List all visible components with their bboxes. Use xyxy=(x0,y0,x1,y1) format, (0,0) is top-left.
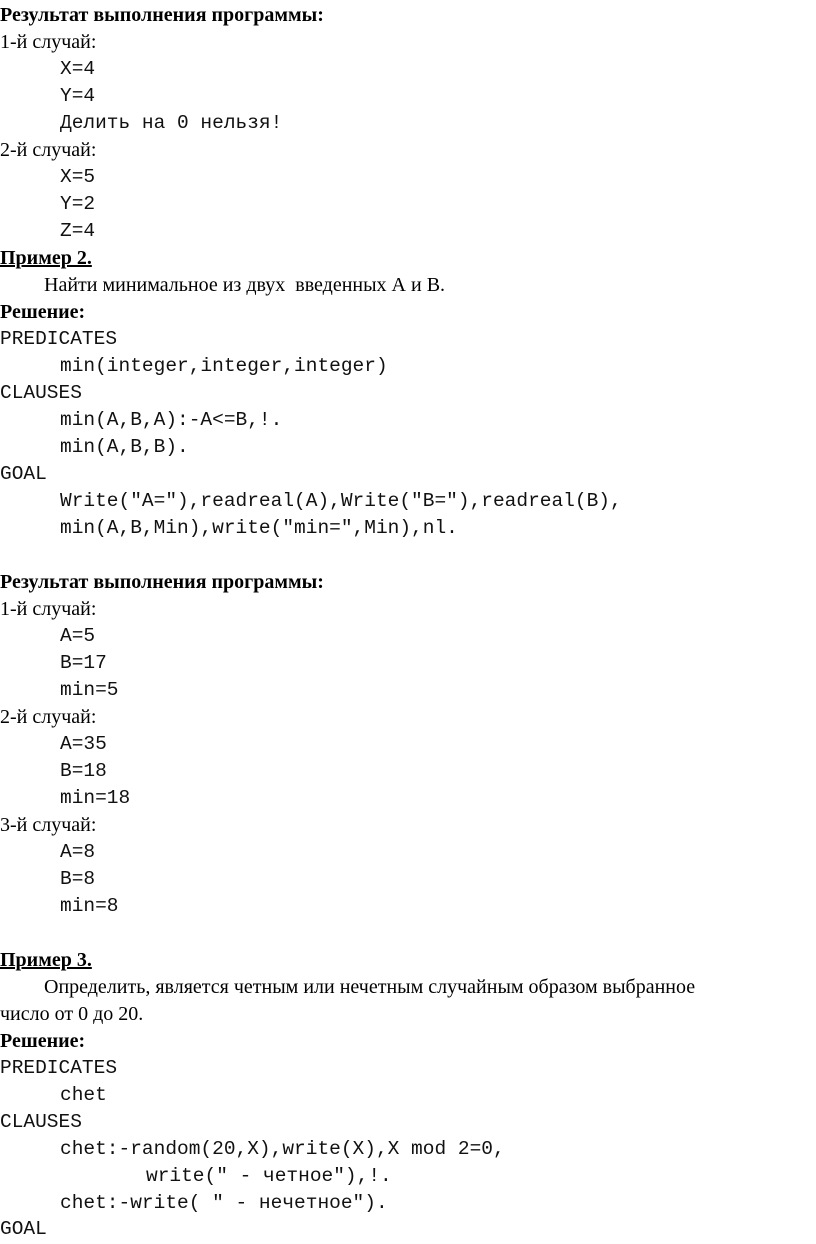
code-keyword: PREDICATES xyxy=(0,1057,118,1079)
code-line: min(A,B,Min),write("min=",Min),nl. xyxy=(60,517,458,539)
code-keyword: PREDICATES xyxy=(0,328,118,350)
output-line: X=5 xyxy=(60,166,96,188)
results-heading: Результат выполнения программы: xyxy=(0,571,324,593)
case-label: 1-й случай: xyxy=(0,31,97,53)
task-text: число от 0 до 20. xyxy=(0,1003,144,1025)
output-line: min=8 xyxy=(60,895,119,917)
output-line: X=4 xyxy=(60,58,96,80)
case-label: 2-й случай: xyxy=(0,139,97,161)
solution-label: Решение: xyxy=(0,301,86,323)
output-line: A=8 xyxy=(60,841,96,863)
code-line: chet:-write( " - нечетное"). xyxy=(60,1192,388,1214)
output-line: A=35 xyxy=(60,733,107,755)
output-line: Z=4 xyxy=(60,220,96,242)
code-line: write(" - четное"),!. xyxy=(146,1165,392,1187)
output-line: Y=2 xyxy=(60,193,96,215)
case-label: 1-й случай: xyxy=(0,598,97,620)
output-line: B=17 xyxy=(60,652,107,674)
output-line: A=5 xyxy=(60,625,96,647)
solution-label: Решение: xyxy=(0,1030,86,1052)
code-line: Write("A="),readreal(A),Write("B="),readreal(B), xyxy=(60,490,622,512)
case-label: 2-й случай: xyxy=(0,706,97,728)
code-keyword: CLAUSES xyxy=(0,1111,82,1133)
example-heading: Пример 3. xyxy=(0,949,92,971)
code-keyword: CLAUSES xyxy=(0,382,82,404)
code-keyword: GOAL xyxy=(0,1218,47,1240)
output-line: Делить на 0 нельзя! xyxy=(60,112,283,134)
code-line: chet:-random(20,X),write(X),X mod 2=0, xyxy=(60,1138,505,1160)
code-line: chet xyxy=(60,1084,107,1106)
code-line: min(A,B,A):-A<=B,!. xyxy=(60,409,283,431)
code-line: min(integer,integer,integer) xyxy=(60,355,388,377)
case-label: 3-й случай: xyxy=(0,814,97,836)
example-heading: Пример 2. xyxy=(0,247,92,269)
output-line: min=5 xyxy=(60,679,119,701)
task-text: Найти минимальное из двух введенных А и В. xyxy=(44,274,446,296)
output-line: min=18 xyxy=(60,787,131,809)
task-text: Определить, является четным или нечетным случайным образом выбранное xyxy=(44,976,696,998)
output-line: Y=4 xyxy=(60,85,96,107)
code-line: min(A,B,B). xyxy=(60,436,189,458)
output-line: B=18 xyxy=(60,760,107,782)
results-heading: Результат выполнения программы: xyxy=(0,4,324,26)
output-line: B=8 xyxy=(60,868,96,890)
code-keyword: GOAL xyxy=(0,463,47,485)
